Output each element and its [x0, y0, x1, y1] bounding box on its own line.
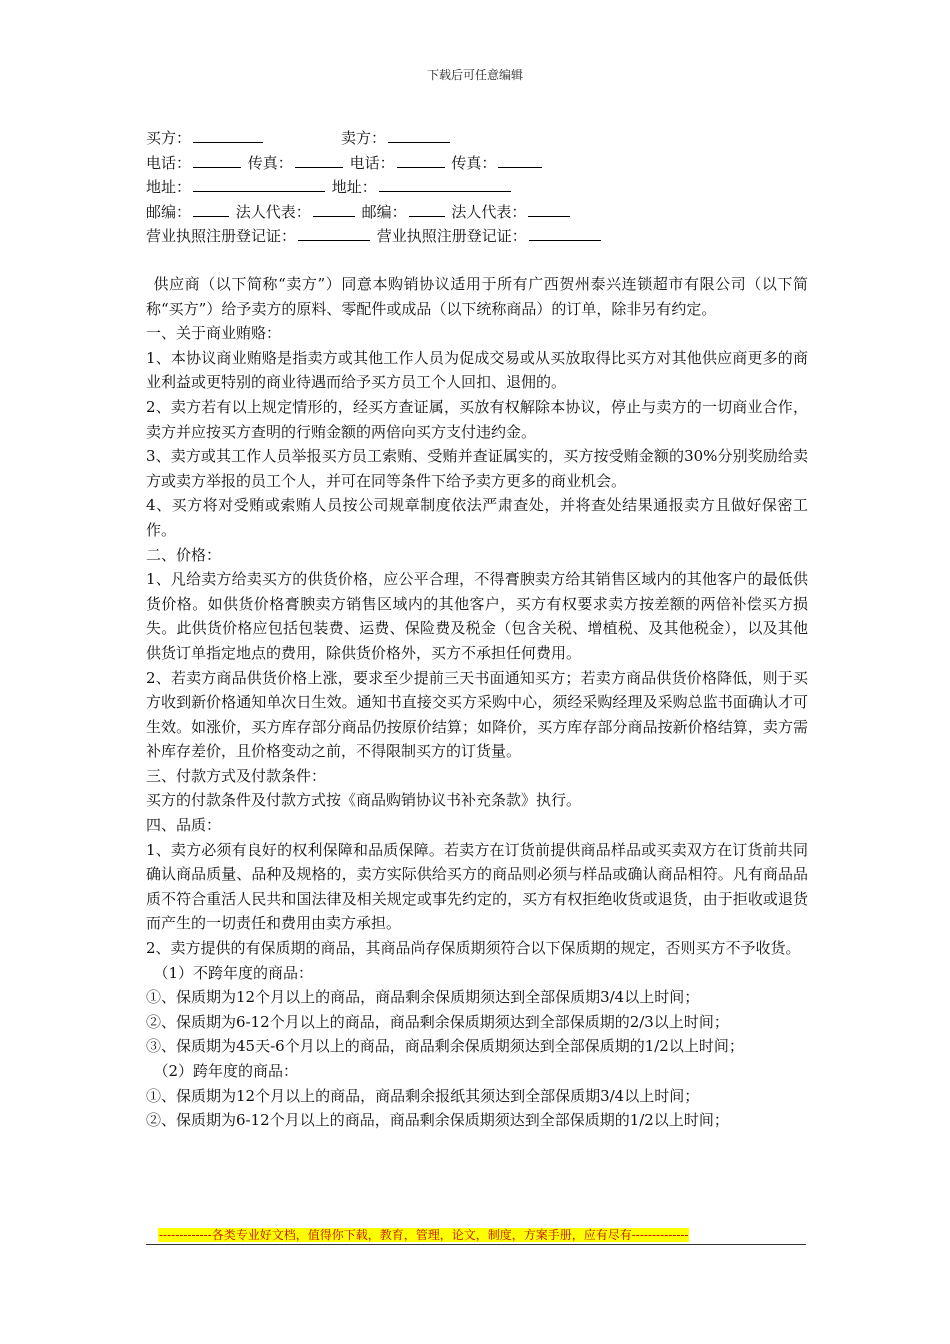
seller-postcode-label: 邮编： [361, 202, 407, 221]
party-info [146, 126, 826, 249]
cross-year-item-2: ②、保质期为6-12个月以上的商品，商品剩余保质期须达到全部保质期的1/2以上时间； [146, 1111, 729, 1130]
bribery-clause-3: 3、卖方或其工作人员举报买方员工索贿、受贿并查证属实的，买方按受贿金额的30%分别奖励给卖方或卖方举报的员工个人，并可在同等条件下给予卖方更多的商业机会。 [146, 447, 808, 490]
section-heading-bribery: 一、关于商业贿赂： [146, 324, 282, 343]
info-row-address [146, 175, 826, 200]
info-row-postcode [146, 200, 826, 225]
buyer-fax-label: 传真： [247, 153, 293, 172]
seller-address-blank [379, 177, 511, 192]
bribery-clause-2: 2、卖方若有以上规定情形的，经买方查证属，买放有权解除本协议，停止与卖方的一切商业合作，卖方并应按买方查明的行贿金额的两倍向买方支付违约金。 [146, 397, 808, 441]
seller-fax-label: 传真： [451, 153, 497, 172]
seller-address-label: 地址： [331, 178, 377, 197]
buyer-label: 买方： [146, 129, 192, 147]
buyer-postcode-label: 邮编： [146, 202, 192, 221]
price-clause-2: 2、若卖方商品供货价格上涨，要求至少提前三天书面通知买方；若卖方商品供货价格降低，则于买方收到新价格通知单次日生效。通知书直接交买方采购中心，须经采购经理及采购总监书面确认才可生效。如涨价，买方库存部分商品仍按原价结算；如降价，买方库存部分商品按新价格结算，卖方需补库存差价，且价格变动之前，不得限制买方的订货量。 [146, 668, 808, 761]
seller-license-label: 营业执照注册登记证： [376, 227, 527, 246]
info-row-license [146, 224, 826, 249]
seller-phone-blank [397, 153, 445, 168]
section-heading-payment: 三、付款方式及付款条件： [146, 766, 327, 785]
buyer-legal-rep-label: 法人代表： [235, 202, 311, 221]
same-year-item-2: ②、保质期为6-12个月以上的商品，商品剩余保质期须达到全部保质期的2/3以上时间； [146, 1012, 729, 1031]
buyer-license-blank [298, 226, 370, 241]
buyer-address-label: 地址： [146, 178, 192, 197]
bribery-clause-1: 1、本协议商业贿赂是指卖方或其他工作人员为促成交易或从买放取得比买方对其他供应商更多的商业利益或更特别的商业待遇而给予买方员工个人回扣、退佣的。 [146, 348, 808, 392]
quality-clause-2: 2、卖方提供的有保质期的商品，其商品尚存保质期须符合以下保质期的规定，否则买方不予收货。 [146, 939, 801, 958]
buyer-address-blank [193, 177, 325, 192]
buyer-fax-blank [295, 153, 343, 168]
seller-fax-blank [498, 153, 542, 168]
buyer-license-label: 营业执照注册登记证： [146, 227, 297, 246]
same-year-item-1: ①、保质期为12个月以上的商品，商品剩余保质期须达到全部保质期3/4以上时间； [146, 988, 700, 1007]
intro-paragraph: 供应商（以下简称“卖方”）同意本购销协议适用于所有广西贺州泰兴连锁超市有限公司（以下简称“买方”）给予卖方的原料、零配件或成品（以下统称商品）的订单，除非另有约定。 [146, 275, 808, 318]
footer-divider [146, 1244, 806, 1245]
quality-clause-1: 1、卖方必须有良好的权利保障和品质保障。若卖方在订货前提供商品样品或买卖双方在订货前共同确认商品质量、品种及规格的，卖方实际供给买方的商品则必须与样品或确认商品相符。凡有商品品质不符合重活人民共和国法律及相关规定或事先约定的，买方有权拒绝收货或退货，由于拒收或退货而产生的一切责任和费用由卖方承担。 [146, 840, 808, 933]
seller-phone-label: 电话： [349, 153, 395, 172]
bribery-clause-4: 4、买方将对受贿或索贿人员按公司规章制度依法严肃查处，并将查处结果通报卖方且做好保密工作。 [146, 496, 808, 539]
subheading-cross-year: （2）跨年度的商品： [153, 1062, 299, 1080]
seller-postcode-blank [409, 202, 445, 217]
agreement-body [146, 272, 808, 1133]
subheading-same-year: （1）不跨年度的商品： [153, 963, 314, 982]
seller-blank [388, 128, 450, 143]
seller-legal-rep-blank [528, 202, 570, 217]
same-year-item-3: ③、保质期为45天-6个月以上的商品，商品剩余保质期须达到全部保质期的1/2以上时间； [146, 1037, 744, 1056]
buyer-legal-rep-blank [313, 202, 355, 217]
seller-license-blank [529, 226, 601, 241]
seller-legal-rep-label: 法人代表： [451, 202, 527, 221]
seller-label: 卖方： [341, 129, 387, 147]
footer-banner: -------------各类专业好文档，值得你下载，教育，管理，论文，制度，方案手册，应有尽有-------------- [159, 1228, 689, 1242]
buyer-postcode-blank [193, 202, 229, 217]
page-header: 下载后可任意编辑 [426, 68, 523, 82]
buyer-phone-blank [193, 153, 241, 168]
cross-year-item-1: ①、保质期为12个月以上的商品，商品剩余报纸其须达到全部保质期3/4以上时间； [146, 1086, 700, 1105]
buyer-phone-label: 电话： [146, 153, 192, 172]
info-row-phone [146, 151, 826, 176]
section-heading-price: 二、价格： [146, 545, 222, 564]
payment-clause: 买方的付款条件及付款方式按《商品购销协议书补充条款》执行。 [146, 791, 582, 810]
info-row-parties [146, 126, 826, 151]
price-clause-1: 1、凡给卖方给卖买方的供货价格，应公平合理，不得膏腴卖方给其销售区域内的其他客户的最低供货价格。如供货价格膏腴卖方销售区域内的其他客户，买方有权要求卖方按差额的两倍补偿买方损失。此供货价格应包括包装费、运费、保险费及税金（包含关税、增植税、及其他税金），以及其他供货订单指定地点的费用，除供货价格外，买方不承担任何费用。 [146, 570, 808, 662]
buyer-blank [193, 128, 263, 143]
section-heading-quality: 四、品质： [146, 816, 222, 835]
